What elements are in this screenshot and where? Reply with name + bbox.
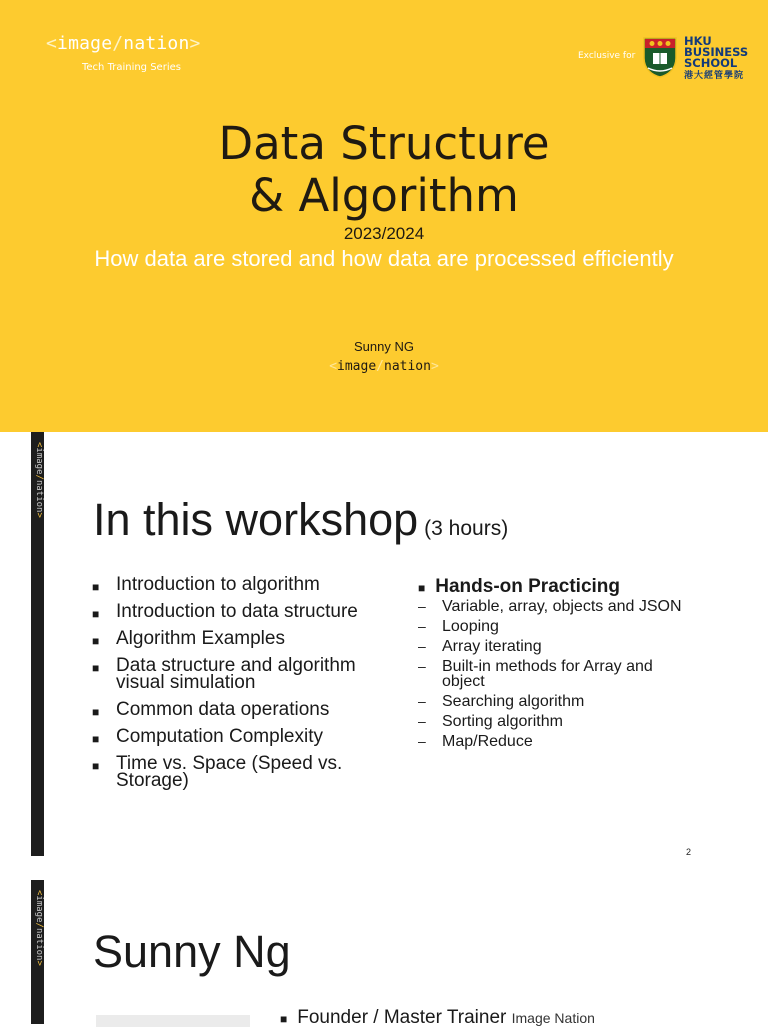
list-item-label: Sorting algorithm — [442, 713, 563, 730]
dash-icon: – — [418, 638, 426, 654]
dash-icon: – — [418, 658, 426, 674]
hku-crest-icon — [642, 36, 678, 78]
cover-subtitle: How data are stored and how data are processed efficiently — [94, 246, 674, 271]
bullet-icon: ■ — [92, 661, 100, 675]
brand-bracket-close: > — [189, 33, 201, 54]
sidebar-word-nation: nation — [34, 479, 44, 513]
bullet-icon: ■ — [92, 607, 100, 621]
sidebar-brand-text — [31, 890, 44, 966]
brand-small-bracket-close: > — [430, 359, 439, 374]
sidebar-bracket-close: > — [34, 512, 44, 518]
exclusive-label: Exclusive for — [578, 51, 636, 61]
cover-slide — [0, 0, 768, 432]
bullet-icon: ■ — [92, 705, 100, 719]
list-item — [92, 657, 382, 691]
sidebar-separator: / — [34, 474, 44, 480]
list-item — [92, 576, 382, 593]
cover-title-line1: Data Structure — [218, 117, 550, 170]
list-item-label: Built-in methods for Array and object — [442, 658, 653, 690]
workshop-title — [93, 494, 508, 546]
list-item — [92, 630, 382, 647]
hands-on-list — [418, 599, 698, 754]
cover-title — [0, 118, 768, 222]
sidebar-bracket-open: < — [34, 890, 44, 896]
sidebar-bracket-open: < — [34, 442, 44, 448]
list-item-label: Searching algorithm — [442, 693, 585, 710]
brand-word-nation: nation — [123, 33, 190, 54]
list-item — [92, 728, 382, 745]
list-item — [92, 701, 382, 718]
school-name-chinese: 港大經管學院 — [684, 71, 745, 81]
bullet-icon: ■ — [92, 580, 100, 594]
list-item — [418, 639, 698, 654]
bullet-icon: ■ — [92, 759, 100, 773]
sidebar-word-image: image — [34, 895, 44, 923]
profile-org: Image Nation — [511, 1010, 595, 1026]
list-item — [418, 694, 698, 709]
sidebar-separator: / — [34, 922, 44, 928]
brand-small-separator: / — [376, 359, 384, 374]
dash-icon: – — [418, 713, 426, 729]
list-item — [418, 659, 698, 689]
brand-small-bracket-open: < — [329, 359, 338, 374]
list-item — [418, 619, 698, 634]
brand-tagline: Tech Training Series — [82, 62, 181, 73]
profile-title: Sunny Ng — [93, 926, 291, 977]
author-name: Sunny NG — [354, 339, 414, 354]
dash-icon: – — [418, 733, 426, 749]
list-item-label: Array iterating — [442, 638, 542, 655]
sidebar-stripe-2 — [31, 880, 44, 1024]
workshop-title-text: In this workshop — [93, 494, 419, 545]
list-item-label: Introduction to data structure — [116, 601, 358, 622]
list-item-label: Data structure and algorithm visual simulation — [116, 655, 356, 693]
sidebar-word-image: image — [34, 447, 44, 475]
topic-list — [92, 576, 382, 799]
list-item — [418, 599, 698, 614]
list-item-label: Algorithm Examples — [116, 628, 285, 649]
hku-business-school-logo — [684, 36, 748, 82]
bullet-icon: ■ — [92, 732, 100, 746]
bullet-icon: ■ — [418, 581, 426, 595]
list-item-label: Looping — [442, 618, 499, 635]
bullet-icon: ■ — [280, 1012, 288, 1026]
brand-small-word-image: image — [337, 359, 377, 374]
page-number: 2 — [686, 847, 692, 857]
cover-title-line2: & Algorithm — [249, 169, 519, 222]
brand-logo — [46, 33, 201, 54]
sidebar-stripe — [31, 432, 44, 856]
dash-icon: – — [418, 598, 426, 614]
dash-icon: – — [418, 693, 426, 709]
list-item — [418, 734, 698, 749]
bullet-icon: ■ — [92, 634, 100, 648]
brand-bracket-open: < — [46, 33, 58, 54]
profile-photo — [96, 1015, 250, 1027]
list-item-label: Map/Reduce — [442, 733, 533, 750]
list-item-label: Variable, array, objects and JSON — [442, 598, 682, 615]
profile-role-text: Founder / Master Trainer — [297, 1007, 507, 1028]
workshop-duration: (3 hours) — [424, 517, 509, 540]
profile-role — [280, 1007, 595, 1029]
brand-word-image: image — [57, 33, 113, 54]
sidebar-word-nation: nation — [34, 927, 44, 961]
brand-separator: / — [112, 33, 124, 54]
brand-small-word-nation: nation — [384, 359, 431, 374]
hands-on-heading — [418, 576, 620, 598]
list-item — [92, 755, 382, 789]
brand-logo-small — [0, 359, 768, 374]
school-name-line3: SCHOOL — [684, 56, 738, 70]
school-name-line2: BUSINESS — [684, 45, 749, 59]
list-item — [418, 714, 698, 729]
school-name-line1: HKU — [684, 34, 712, 48]
list-item-label: Time vs. Space (Speed vs. Storage) — [116, 753, 343, 791]
list-item — [92, 603, 382, 620]
list-item-label: Computation Complexity — [116, 726, 323, 747]
sidebar-brand-text — [31, 442, 44, 518]
academic-year: 2023/2024 — [343, 224, 425, 243]
list-item-label: Introduction to algorithm — [116, 574, 320, 595]
list-item-label: Common data operations — [116, 699, 330, 720]
dash-icon: – — [418, 618, 426, 634]
sidebar-bracket-close: > — [34, 960, 44, 966]
hands-on-heading-text: Hands-on Practicing — [435, 576, 620, 597]
